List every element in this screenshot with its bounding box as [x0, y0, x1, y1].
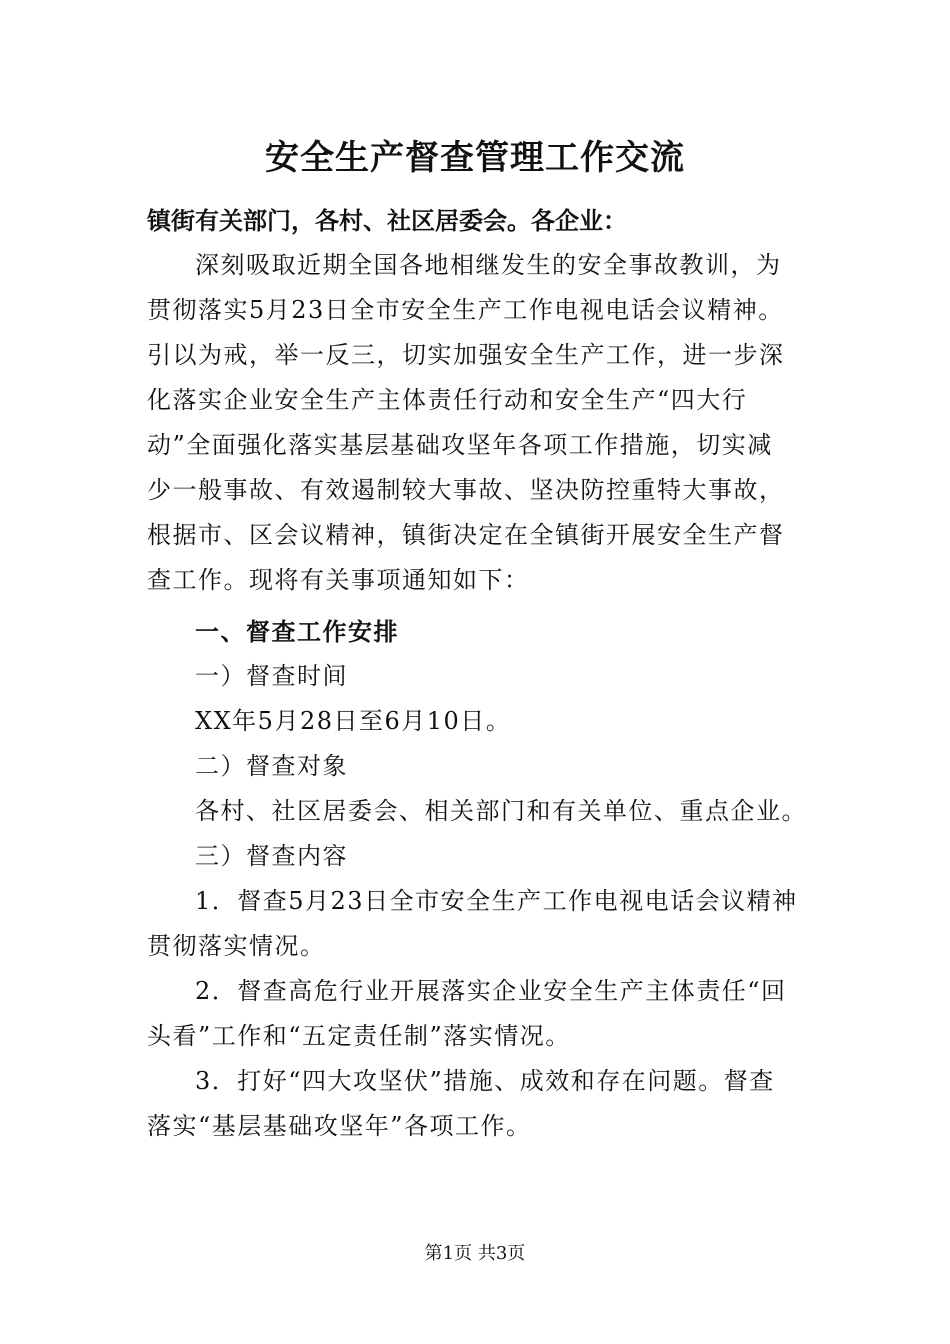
subsection-heading-time: 一）督查时间	[195, 662, 348, 690]
list-item-2-line: 2．督查高危行业开展落实企业安全生产主体责任“回	[195, 977, 787, 1005]
intro-paragraph	[147, 243, 807, 603]
paragraph-line: 引以为戒，举一反三，切实加强安全生产工作，进一步深	[147, 341, 785, 369]
list-item-2-line: 头看”工作和“五定责任制”落实情况。	[147, 1022, 571, 1050]
page-number-footer: 第1页 共3页	[424, 1243, 526, 1264]
section-heading: 一、督查工作安排	[195, 617, 399, 646]
paragraph-line: 深刻吸取近期全国各地相继发生的安全事故教训，为	[195, 251, 782, 279]
paragraph-line: 少一般事故、有效遏制较大事故、坚决防控重特大事故，	[147, 476, 785, 504]
subsection-heading-target: 二）督查对象	[195, 752, 348, 780]
list-item-1-line: 贯彻落实情况。	[147, 932, 326, 960]
subsection-text-time: XX年5月28日至6月10日。	[195, 707, 512, 735]
list-item-3-line: 落实“基层基础攻坚年”各项工作。	[147, 1112, 532, 1140]
subsection-text-target: 各村、社区居委会、相关部门和有关单位、重点企业。	[195, 797, 807, 825]
salutation: 镇街有关部门，各村、社区居委会。各企业：	[147, 206, 627, 235]
subsection-heading-content: 三）督查内容	[195, 842, 348, 870]
document-title: 安全生产督查管理工作交流	[265, 138, 685, 178]
paragraph-line: 贯彻落实5月23日全市安全生产工作电视电话会议精神。	[147, 296, 784, 324]
paragraph-line: 化落实企业安全生产主体责任行动和安全生产“四大行	[147, 386, 748, 414]
paragraph-line: 根据市、区会议精神，镇街决定在全镇街开展安全生产督	[147, 521, 785, 549]
section-body	[147, 609, 807, 1149]
list-item-3-line: 3．打好“四大攻坚伏”措施、成效和存在问题。督查	[195, 1067, 775, 1095]
paragraph-line: 动”全面强化落实基层基础攻坚年各项工作措施，切实减	[147, 431, 773, 459]
list-item-1-line: 1．督查5月23日全市安全生产工作电视电话会议精神	[195, 887, 798, 915]
paragraph-line: 查工作。现将有关事项通知如下：	[147, 566, 530, 594]
